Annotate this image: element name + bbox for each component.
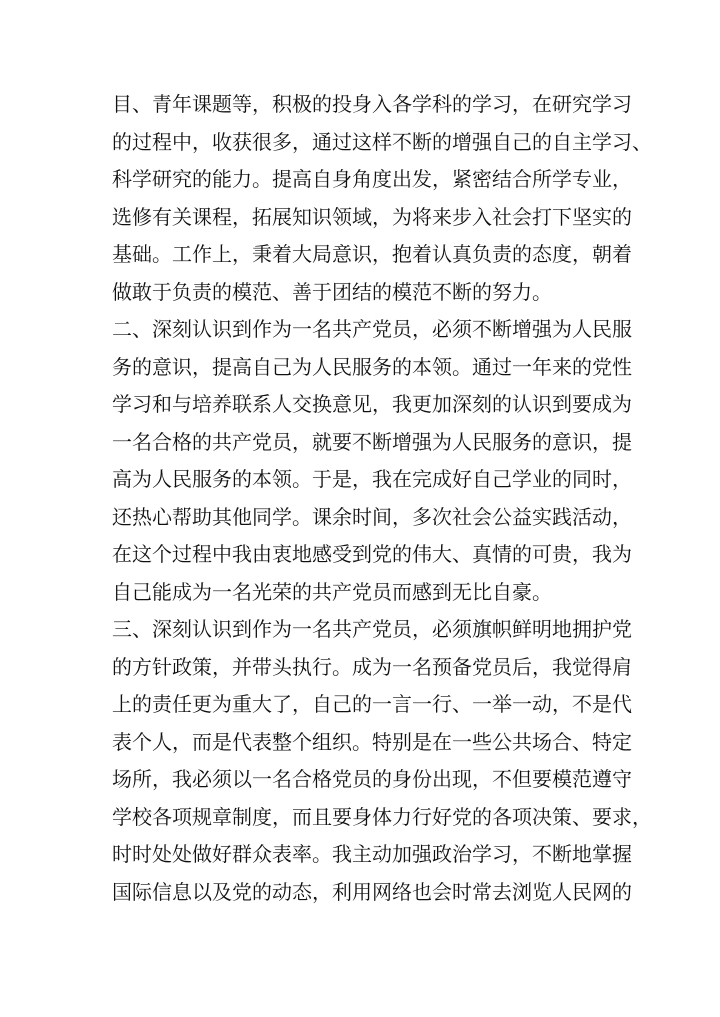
text-line: 表个人，而是代表整个组织。特别是在一些公共场合、特定 bbox=[112, 729, 632, 754]
text-line: 自己能成为一名光荣的共产党员而感到无比自豪。 bbox=[112, 579, 552, 604]
text-line: 的方针政策，并带头执行。成为一名预备党员后，我觉得肩 bbox=[112, 654, 632, 679]
text-line: 学校各项规章制度，而且要身体力行好党的各项决策、要求， bbox=[112, 804, 652, 829]
text-line: 一名合格的共产党员，就要不断增强为人民服务的意识，提 bbox=[112, 429, 632, 454]
text-line: 的过程中，收获很多，通过这样不断的增强自己的自主学习、 bbox=[112, 129, 652, 154]
text-line: 上的责任更为重大了，自己的一言一行、一举一动，不是代 bbox=[112, 692, 632, 716]
body-text bbox=[112, 86, 652, 911]
text-line: 还热心帮助其他同学。课余时间，多次社会公益实践活动， bbox=[112, 504, 632, 529]
text-line: 务的意识，提高自己为人民服务的本领。通过一年来的党性 bbox=[112, 354, 632, 379]
text-line: 时时处处做好群众表率。我主动加强政治学习，不断地掌握 bbox=[112, 842, 632, 866]
text-line: 三、深刻认识到作为一名共产党员，必须旗帜鲜明地拥护党 bbox=[112, 617, 632, 641]
text-line: 目、青年课题等，积极的投身入各学科的学习，在研究学习 bbox=[112, 92, 632, 116]
text-line: 基础。工作上，秉着大局意识，抱着认真负责的态度，朝着 bbox=[112, 242, 632, 266]
text-line: 科学研究的能力。提高自身角度出发，紧密结合所学专业， bbox=[112, 167, 632, 191]
text-line: 选修有关课程，拓展知识领域，为将来步入社会打下坚实的 bbox=[112, 204, 632, 229]
text-line: 学习和与培养联系人交换意见，我更加深刻的认识到要成为 bbox=[112, 392, 632, 416]
text-line: 国际信息以及党的动态，利用网络也会时常去浏览人民网的 bbox=[112, 879, 632, 904]
text-line: 场所，我必须以一名合格党员的身份出现，不但要模范遵守 bbox=[112, 767, 632, 791]
text-line: 在这个过程中我由衷地感受到党的伟大、真情的可贵，我为 bbox=[112, 542, 632, 566]
text-line: 高为人民服务的本领。于是，我在完成好自己学业的同时， bbox=[112, 467, 632, 491]
text-line: 做敢于负责的模范、善于团结的模范不断的努力。 bbox=[112, 279, 552, 304]
text-line: 二、深刻认识到作为一名共产党员，必须不断增强为人民服 bbox=[112, 317, 632, 341]
